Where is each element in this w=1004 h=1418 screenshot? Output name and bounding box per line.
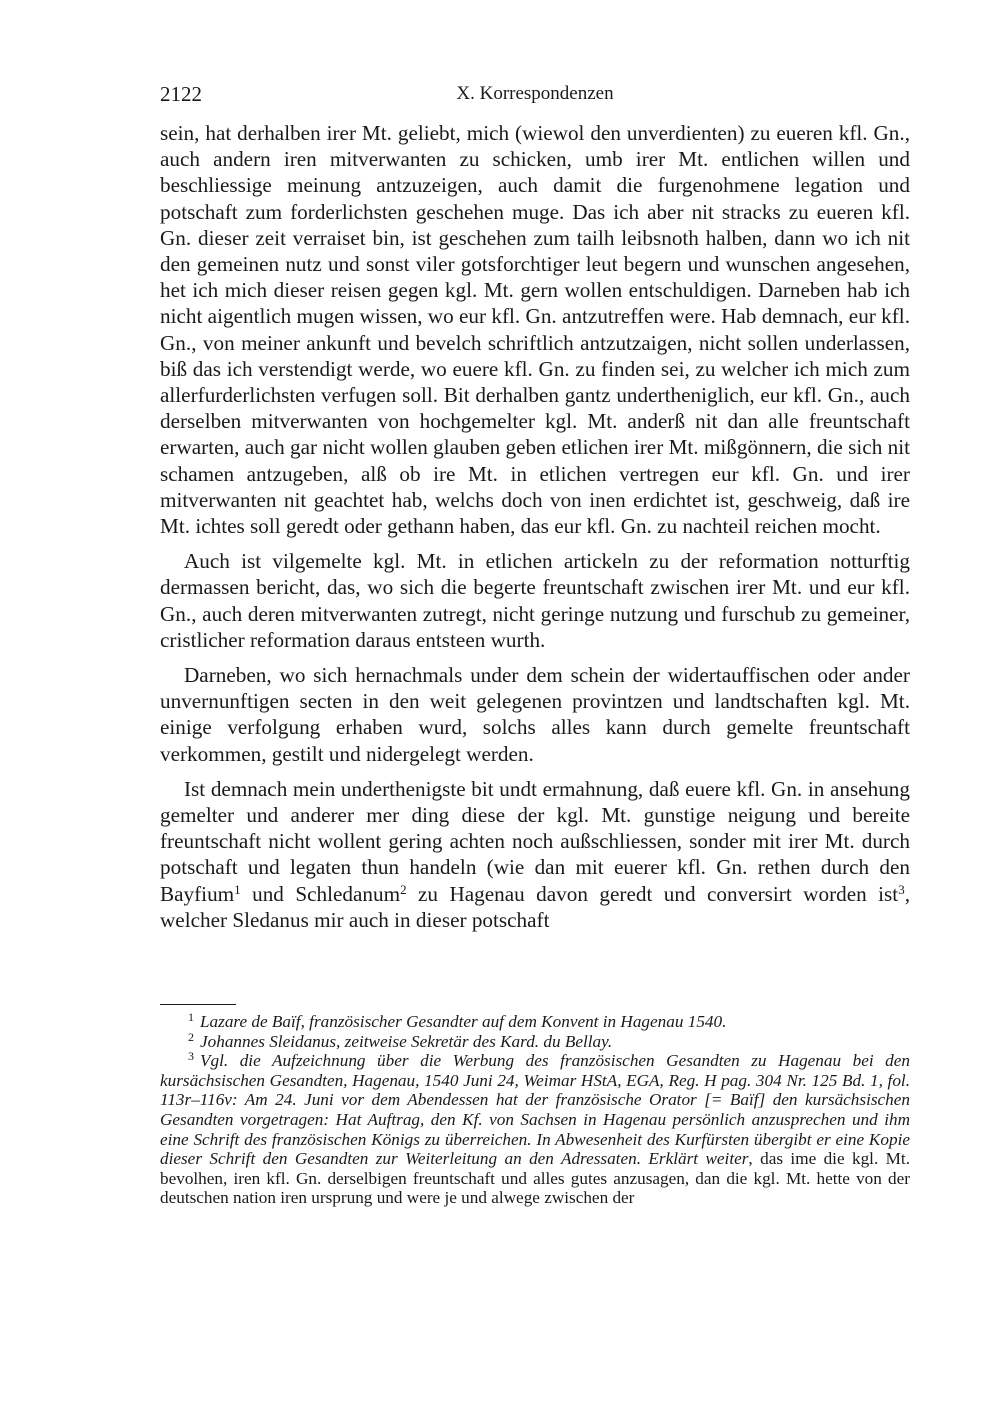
footnote-separator	[160, 1004, 236, 1005]
footnote-3	[160, 1051, 910, 1208]
paragraph-3	[160, 662, 910, 767]
paragraph-2	[160, 548, 910, 653]
footnote-2	[160, 1029, 910, 1052]
footnote-3-number: 3	[188, 1049, 194, 1064]
paragraph-2-text: Auch ist vilgemelte kgl. Mt. in etlichen artickeln zu der reformation notturftig dermassen bericht, das, wo sich die begerte freuntschaft zwischen irer Mt. und eur kfl. Gn., auch deren mitverwanten zutregt, nicht geringe nutzung und furschub zu gemeiner, cristlicher reformation daraus entsteen wurth.	[160, 549, 910, 652]
paragraph-4	[160, 776, 910, 933]
footnote-ref-1[interactable]: 1	[234, 881, 241, 897]
footnotes	[160, 1012, 910, 1208]
page-number: 2122	[160, 82, 202, 106]
footnote-3-text-italic: Vgl. die Aufzeichnung über die Werbung des französischen Gesandten zu Hagenau bei den kursächsischen Gesandten, Hagenau, 1540 Juni 24, Weimar HStA, EGA, Reg. H pag. 304 Nr. 125 Bd. 1, fol. 113r–116v: Am 24. Juni vor dem Abendessen hat der französische Orator [= Baïf] den kursächsischen Gesandten vorgetragen: Hat Auftrag, den Kf. von Sachsen in Hagenau persönlich anzusprechen und ihm eine Schrift des französischen Königs zu überreichen. In Abwesenheit des Kurfürsten übergibt er eine Kopie dieser Schrift den Gesandten zur Weiterleitung an den Adressaten. Erklärt weiter	[160, 1051, 910, 1169]
footnote-2-text: Johannes Sleidanus, zeitweise Sekretär des Kard. du Bellay.	[200, 1031, 613, 1051]
paragraph-1-text: sein, hat derhalben irer Mt. geliebt, mich (wiewol den unverdienten) zu eueren kfl. Gn., auch andern iren mitverwanten zu schicken, umb irer Mt. entlichen willen und beschliessige meinung antzuzeigen, auch damit die furgenohmene legation und potschaft zum forderlichsten geschehen muge. Das ich aber nit stracks zu eueren kfl. Gn. dieser zeit verraiset bin, ist geschehen zum tailh leibsnoth halben, dann wo ich nit den gemeinen nutz und sonst viler gotsforchtiger leut begern und wunschen angesehen, het ich mich dieser reisen gegen kgl. Mt. gern wollen entschuldigen. Darneben hab ich nicht aigentlich mugen wissen, wo eur kfl. Gn. antzutreffen were. Hab demnach, eur kfl. Gn., von meiner ankunft und bevelch schriftlich antzutzaigen, nicht sollen underlassen, biß das ich verstendigt werde, wo euere kfl. Gn. zu finden sei, zu welcher ich mich zum allerfurderlichsten verfugen soll. Bit derhalben gantz undertheniglich, eur kfl. Gn., auch derselben mitverwanten von hochgemelter kgl. Mt. anderß nit dan alle freuntschaft erwarten, auch gar nicht wollen glauben geben etlichen irer Mt. mißgönnern, die sich nit schamen antzugeben, alß ob ire Mt. in etlichen vertregen eur kfl. Gn. und irer mitverwanten nit geachtet hab, welchs doch von inen erdichtet ist, geschweig, daß ire Mt. ichtes soll geredt oder gethann haben, das eur kfl. Gn. zu nachteil reichen mocht.	[160, 121, 910, 539]
footnote-ref-3[interactable]: 3	[898, 881, 905, 897]
paragraph-4-text-c: zu Hagenau davon geredt und conversirt worden ist	[406, 881, 899, 906]
footnote-1	[160, 1012, 910, 1032]
footnote-3-text-roman: , das ime die kgl. Mt. bevolhen, iren kfl. Gn. derselbigen freuntschaft und alles gutes anzusagen, dan die kgl. Mt. hette von der deutschen nation iren ursprung und were je und alwege zwischen der	[160, 1149, 910, 1208]
paragraph-4-text-d: , welcher Sledanus mir auch in dieser potschaft	[160, 881, 910, 932]
paragraph-3-text: Darneben, wo sich hernachmals under dem schein der widertauffischen oder ander unvernunftigen secten in den weit gelegenen provintzen und landtschaften kgl. Mt. einige verfolgung erhaben wurd, solchs alles kann durch gemelte freuntschaft verkommen, gestilt und nidergelegt werden.	[160, 663, 910, 766]
footnote-ref-2[interactable]: 2	[400, 881, 407, 897]
footnote-2-number: 2	[188, 1029, 194, 1044]
footnote-1-text: Lazare de Baïf, französischer Gesandter auf dem Konvent in Hagenau 1540.	[200, 1012, 727, 1031]
chapter-title: X. Korrespondenzen	[456, 83, 614, 104]
paragraph-4-text-a: Ist demnach mein underthenigste bit undt ermahnung, daß euere kfl. Gn. in ansehung gemelter und anderer mer ding diese der kgl. Mt. gunstige neigung und bereite freuntschaft nicht wollent gering achten noch außschliessen, sonder mit irer Mt. durch potschaft und legaten thun handeln (wie dan mit euerer kfl. Gn. rethen durch den Bayfium	[160, 776, 910, 906]
paragraph-1	[160, 120, 910, 539]
running-head	[160, 80, 910, 108]
footnote-1-number: 1	[188, 1010, 194, 1024]
main-text	[160, 120, 910, 933]
paragraph-4-text-b: und Schledanum	[240, 881, 401, 906]
